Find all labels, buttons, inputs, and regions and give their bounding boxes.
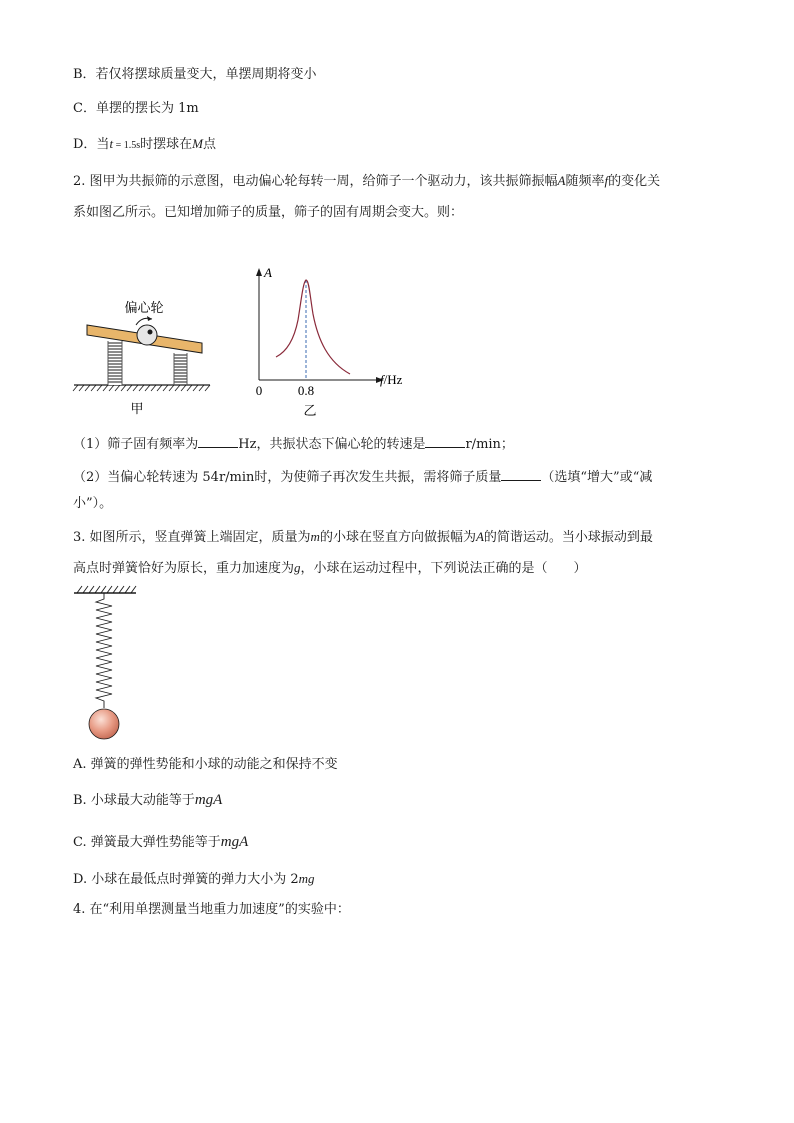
q3-text-d: 高点时弹簧恰好为原长，重力加速度为: [73, 561, 295, 576]
q2-sub2: [73, 466, 652, 487]
answer-blank-1[interactable]: [198, 433, 238, 448]
caption-jia: 甲: [130, 401, 144, 416]
q2-text-b: 随频率: [565, 174, 605, 189]
peak-tick-label: 0.8: [297, 383, 315, 398]
q3-option-d: [73, 870, 315, 889]
answer-blank-3[interactable]: [501, 466, 541, 481]
option-d-mid: 时摆球在: [140, 137, 193, 152]
figure-jia: [70, 295, 215, 420]
q2-line2: 系如图乙所示。已知增加筛子的质量，筛子的固有周期会变大。则：: [73, 205, 464, 220]
q2-sub1-b: Hz，共振状态下偏心轮的转速是: [238, 437, 426, 452]
q3-option-a: A. 弹簧的弹性势能和小球的动能之和保持不变: [73, 757, 338, 772]
eq-time: = 1.5s: [113, 140, 141, 151]
left-spring: [108, 341, 122, 385]
q2-sub1-c: r/min；: [465, 437, 514, 452]
eccentric-wheel: [137, 325, 157, 345]
q2-sub2-cont: 小”）。: [73, 496, 113, 511]
var-t: t: [109, 136, 114, 151]
option-d-prefix: D．当: [73, 137, 110, 152]
q3-option-b-text: B. 小球最大动能等于: [73, 793, 195, 808]
expr-mga-c: mgA: [220, 834, 249, 850]
var-f: f: [604, 173, 609, 188]
var-m: m: [310, 529, 320, 544]
caption-yi: 乙: [303, 403, 317, 418]
answer-blank-2[interactable]: [425, 433, 465, 448]
q3-text-a: 3. 如图所示，竖直弹簧上端固定，质量为: [73, 530, 311, 545]
q4-line1: 4. 在“利用单摆测量当地重力加速度”的实验中：: [73, 902, 350, 917]
q2-line1: [73, 172, 660, 191]
q2-sub2-b: （选填“增大”或“减: [541, 470, 653, 485]
q2-sub1: [73, 433, 514, 454]
var-a-amp: A: [475, 529, 484, 544]
option-d: [73, 135, 216, 155]
q2-sub2-a: （2）当偏心轮转速为 54r/min时，为使筛子再次发生共振，需将筛子质量: [73, 470, 502, 485]
q3-line2: [73, 559, 587, 578]
q3-option-b: [73, 791, 222, 810]
var-a: A: [557, 173, 566, 188]
q3-option-c-text: C. 弹簧最大弹性势能等于: [73, 835, 221, 850]
q3-option-d-text: D. 小球在最低点时弹簧的弹力大小为 2: [73, 872, 299, 887]
var-g: g: [294, 560, 301, 575]
q3-text-b: 的小球在竖直方向做振幅为: [319, 530, 476, 545]
wheel-label: 偏心轮: [124, 300, 164, 315]
q3-text-e: ，小球在运动过程中，下列说法正确的是（ ）: [300, 561, 587, 576]
ball: [89, 709, 119, 739]
resonance-curve: [276, 280, 350, 374]
q3-text-c: 的简谐运动。当小球振动到最: [483, 530, 653, 545]
figure-yi-resonance-curve: [250, 262, 420, 420]
q2-text-a: 2. 图甲为共振筛的示意图，电动偏心轮每转一周，给筛子一个驱动力，该共振筛振幅: [73, 174, 558, 189]
q3-option-c: [73, 833, 248, 852]
origin-label: 0: [255, 383, 263, 398]
option-c: C．单摆的摆长为 1m: [73, 101, 199, 116]
figure-spring-ball: [72, 585, 142, 745]
option-d-suffix: 点: [202, 137, 216, 152]
x-axis-label: f/Hz: [380, 372, 403, 387]
y-axis-label: A: [264, 265, 272, 280]
expr-mg: mg: [298, 871, 315, 886]
option-b: B．若仅将摆球质量变大，单摆周期将变小: [73, 67, 317, 82]
right-spring: [174, 353, 187, 385]
var-m-point: M: [192, 136, 203, 151]
q2-sub1-a: （1）筛子固有频率为: [73, 437, 199, 452]
spring: [96, 593, 112, 708]
q3-line1: [73, 528, 653, 547]
expr-mga-b: mgA: [194, 792, 223, 808]
q2-text-c: 的变化关: [608, 174, 661, 189]
